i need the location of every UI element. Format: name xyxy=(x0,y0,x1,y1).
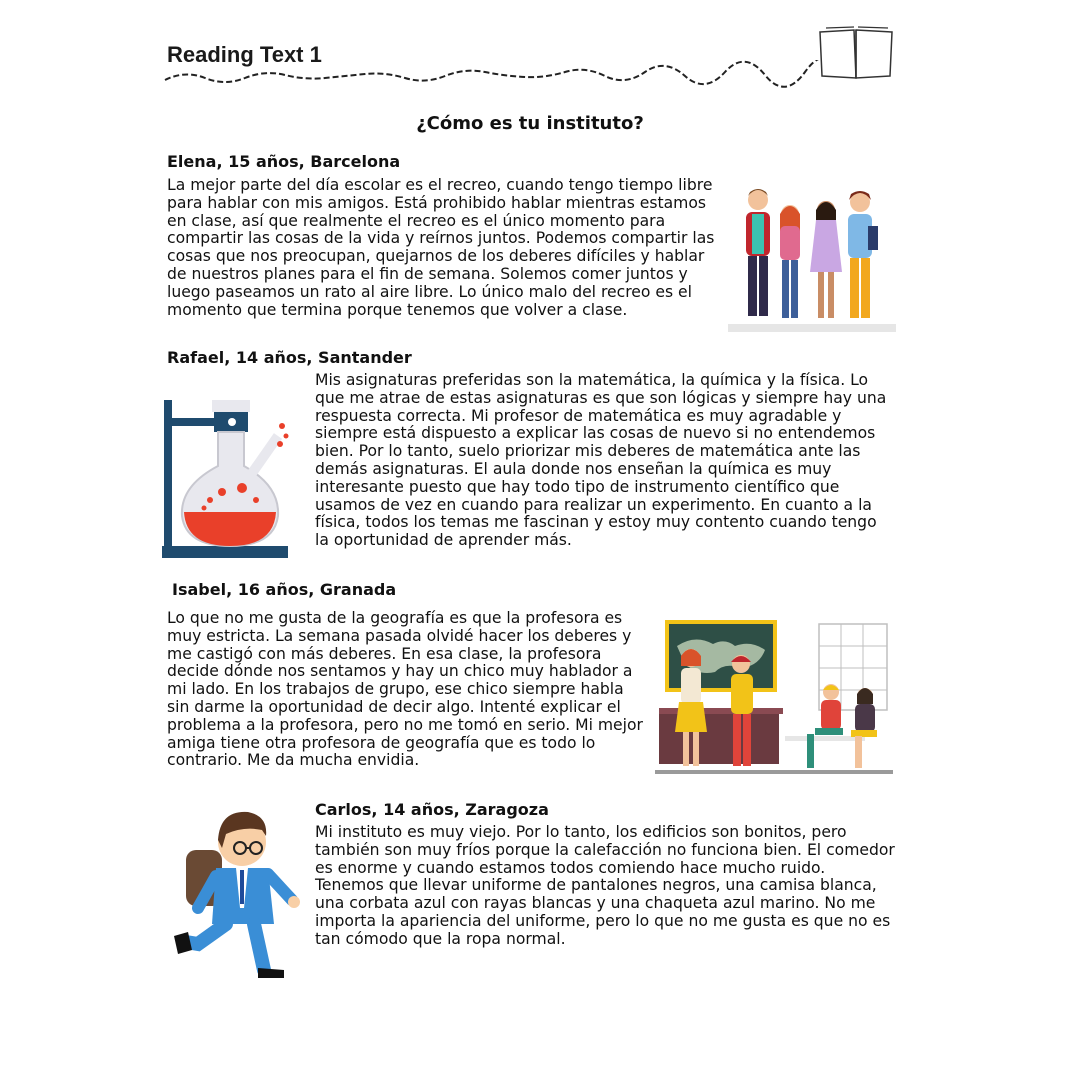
section-name-carlos: Carlos, 14 años, Zaragoza xyxy=(315,800,549,819)
open-book-icon xyxy=(816,24,896,82)
section-text-isabel: Lo que no me gusta de la geografía es que la profesora es muy estricta. La semana pasada olvidé hacer los deberes y me castigó con más deberes. En esa clase, la profesora decide dónde nos sentamos y hay un chico muy hablador a mi lado. En los trabajos de grupo, ese chico siempre habla sin darme la oportunidad de decir algo. Intenté explicar el problema a la profesora, pero no me tomó en serio. Mi mejor amiga tiene otra profesora de geografía que es todo lo contrario. Me da mucha envidia. xyxy=(167,609,643,770)
students-group-illustration xyxy=(728,186,896,336)
wavy-divider xyxy=(160,60,840,90)
chemistry-flask-illustration xyxy=(160,396,292,560)
section-text-elena: La mejor parte del día escolar es el recreo, cuando tengo tiempo libre para hablar con mis amigos. Está prohibido hablar mientras estamos en clase, así que realmente el recreo es el único momento para compartir las cosas de la vida y reírnos juntos. Podemos compartir las cosas que nos preocupan, quejarnos de los deberes difíciles y hablar de nuestros planes para el fin de semana. Solemos comer juntos y luego paseamos un rato al aire libre. Lo único malo del recreo es el momento que termina porque tenemos que volver a clase. xyxy=(167,176,715,319)
section-name-elena: Elena, 15 años, Barcelona xyxy=(167,152,401,171)
header-title: Reading Text 1 xyxy=(167,42,322,67)
page-title: ¿Cómo es tu instituto? xyxy=(416,113,644,134)
running-schoolboy-illustration xyxy=(168,804,300,980)
section-text-rafael: Mis asignaturas preferidas son la matemática, la química y la física. Lo que me atrae de estas asignaturas es que son lógicas y siempre hay una respuesta correcta. Mi profesor de matemática es muy agradable y siempre está dispuesto a explicar las cosas de nuevo si no entendemos bien. Por lo tanto, suelo priorizar mis deberes de matemática ante las demás asignaturas. El aula donde nos enseñan la química es muy interesante puesto que hay todo tipo de instrumento científico que usamos de vez en cuando para realizar un experimento. En cuanto a la física, todos los temas me fascinan y estoy muy contento cuando tengo la oportunidad de aprender más. xyxy=(315,371,887,550)
section-name-isabel: Isabel, 16 años, Granada xyxy=(172,580,397,599)
section-text-carlos: Mi instituto es muy viejo. Por lo tanto, los edificios son bonitos, pero también son muy fríos porque la calefacción no funciona bien. El comedor es enorme y cuando estamos todos comiendo hace mucho ruido. Tenemos que llevar uniforme de pantalones negros, una camisa blanca, una corbata azul con rayas blancas y una chaqueta azul marino. No me importa la apariencia del uniforme, pero lo que no me gusta es que no es tan cómodo que la ropa normal. xyxy=(315,823,895,948)
section-name-rafael: Rafael, 14 años, Santander xyxy=(167,348,412,367)
geography-classroom-illustration xyxy=(655,616,893,776)
